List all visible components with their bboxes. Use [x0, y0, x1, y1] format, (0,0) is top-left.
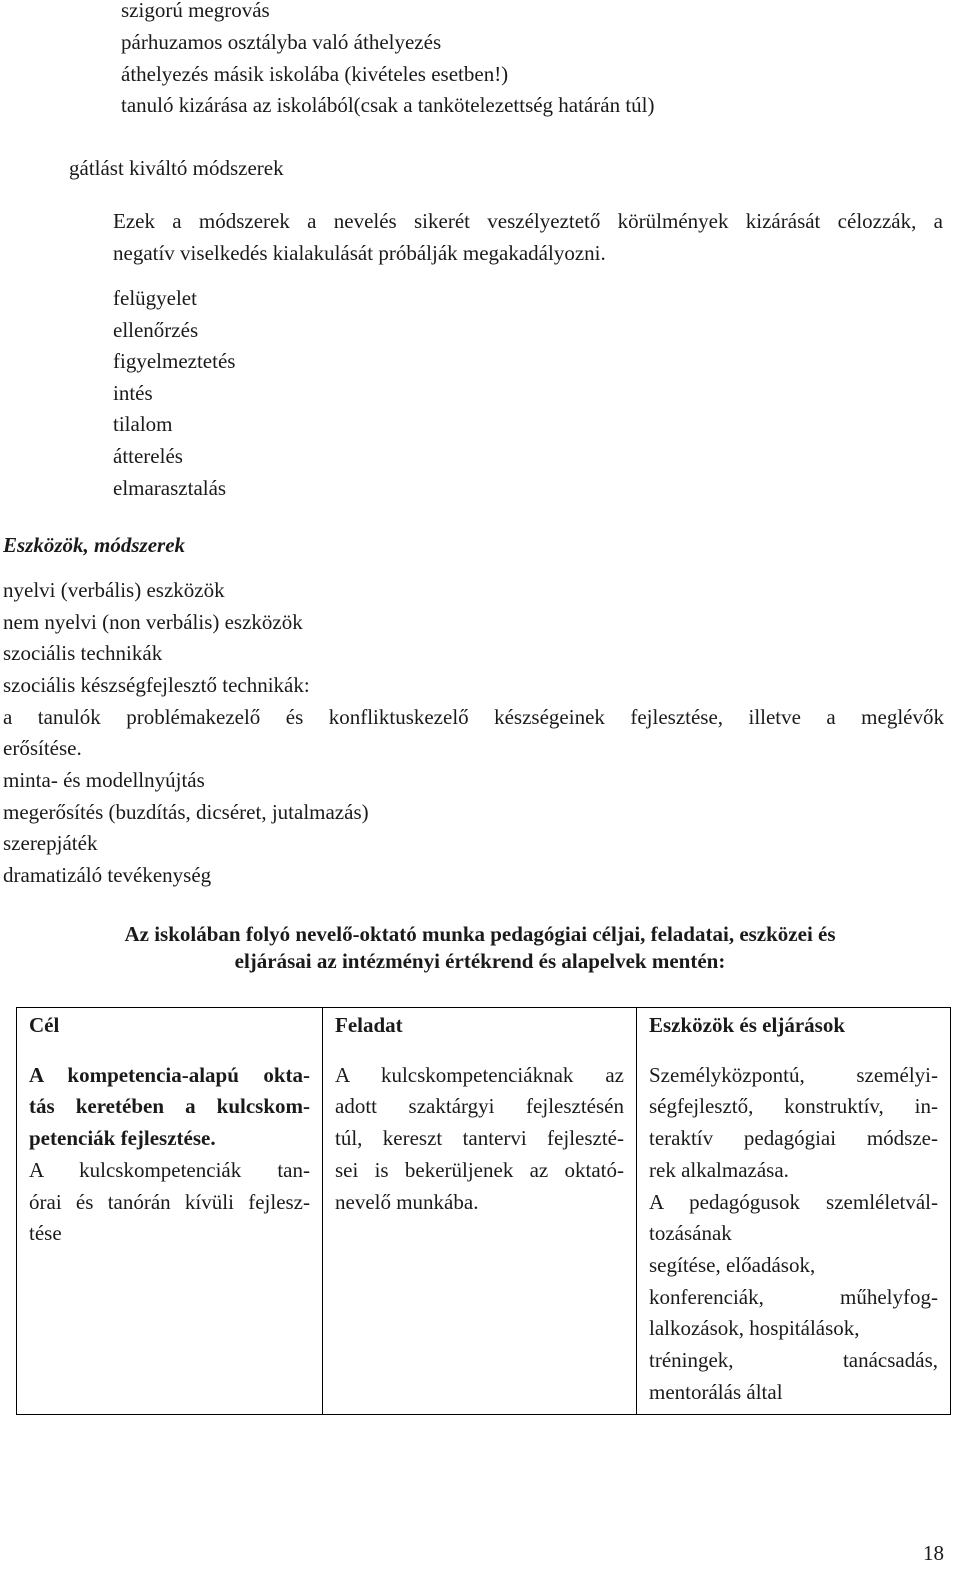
prevention-item: figyelmeztetés [113, 349, 236, 373]
prevention-item: elmarasztalás [113, 476, 227, 500]
prevention-description-line: Ezek a módszerek a nevelés sikerét veszélyeztető körülmények kizárását célozzák, a [113, 209, 943, 233]
cel-line: petenciák fejlesztése. [29, 1126, 216, 1151]
cell-feladat [323, 1052, 637, 1415]
feladat-line: adott szaktárgyi fejlesztésén [335, 1094, 624, 1119]
feladat-line: túl, kereszt tantervi fejleszté- [335, 1126, 624, 1151]
cel-line: órai és tanórán kívüli fejlesz- [29, 1189, 310, 1214]
discipline-item: párhuzamos osztályba való áthelyezés [121, 30, 442, 54]
prevention-item: tilalom [113, 412, 173, 436]
header-cel: Cél [17, 1008, 323, 1048]
cel-line: A kulcskompetenciák tan- [29, 1157, 310, 1182]
eszkozok-line: teraktív pedagógiai módsze- [649, 1126, 938, 1151]
table-row [17, 1052, 951, 1415]
feladat-line: nevelő munkába. [335, 1189, 479, 1214]
eszkozok-line: mentorálás által [649, 1379, 783, 1404]
cel-line: tás keretében a kulcskom- [29, 1094, 310, 1119]
eszkozok-line: A pedagógusok szemléletvál- [649, 1189, 938, 1214]
eszkozok-line: Személyközpontú, személyi- [649, 1062, 938, 1087]
header-feladat: Feladat [323, 1008, 637, 1048]
prevention-description-line: negatív viselkedés kialakulását próbálják megakadályozni. [113, 241, 606, 265]
table-header-row [17, 1008, 951, 1048]
tools-heading: Eszközök, módszerek [3, 533, 186, 557]
discipline-item: szigorú megrovás [121, 0, 270, 22]
prevention-item: ellenőrzés [113, 318, 199, 342]
tools-item: dramatizáló tevékenység [3, 863, 212, 887]
tools-justified-tail: erősítése. [3, 736, 82, 760]
prevention-item: intés [113, 381, 153, 405]
goals-table [16, 1007, 951, 1415]
section-title-line: Az iskolában folyó nevelő-oktató munka pedagógiai céljai, feladatai, eszközei és [124, 922, 836, 946]
tools-item: szociális készségfejlesztő technikák: [3, 673, 310, 697]
prevention-heading: gátlást kiváltó módszerek [69, 156, 284, 180]
prevention-item: átterelés [113, 444, 183, 468]
tools-item: nyelvi (verbális) eszközök [3, 578, 225, 602]
eszkozok-line: konferenciák, műhelyfog- [649, 1284, 938, 1309]
eszkozok-line: lalkozások, hospitálások, [649, 1316, 860, 1341]
tools-item: szociális technikák [3, 641, 163, 665]
prevention-item: felügyelet [113, 286, 197, 310]
tools-justified-line: a tanulók problémakezelő és konfliktuskezelő készségeinek fejlesztése, illetve a meglévők [3, 705, 944, 729]
page-number: 18 [923, 1541, 944, 1565]
eszkozok-line: rek alkalmazása. [649, 1157, 789, 1182]
feladat-line: A kulcskompetenciáknak az [335, 1062, 624, 1087]
tools-item: szerepjáték [3, 831, 98, 855]
tools-item: nem nyelvi (non verbális) eszközök [3, 610, 303, 634]
discipline-item: tanuló kizárása az iskolából(csak a tankötelezettség határán túl) [121, 93, 655, 117]
feladat-line: sei is bekerüljenek az oktató- [335, 1157, 624, 1182]
cel-line: tése [29, 1221, 62, 1246]
eszkozok-line: ségfejlesztő, konstruktív, in- [649, 1094, 938, 1119]
cel-line: A kompetencia-alapú okta- [29, 1062, 310, 1087]
cell-cel [17, 1052, 323, 1415]
tools-item: minta- és modellnyújtás [3, 768, 205, 792]
eszkozok-line: tozásának [649, 1221, 732, 1246]
header-eszkozok: Eszközök és eljárások [637, 1008, 951, 1048]
discipline-item: áthelyezés másik iskolába (kivételes esetben!) [121, 62, 509, 86]
cell-eszkozok [637, 1052, 951, 1415]
section-title-line: eljárásai az intézményi értékrend és alapelvek mentén: [234, 949, 726, 973]
eszkozok-line: segítése, előadások, [649, 1252, 816, 1277]
tools-item: megerősítés (buzdítás, dicséret, jutalmazás) [3, 800, 369, 824]
eszkozok-line: tréningek, tanácsadás, [649, 1348, 938, 1373]
